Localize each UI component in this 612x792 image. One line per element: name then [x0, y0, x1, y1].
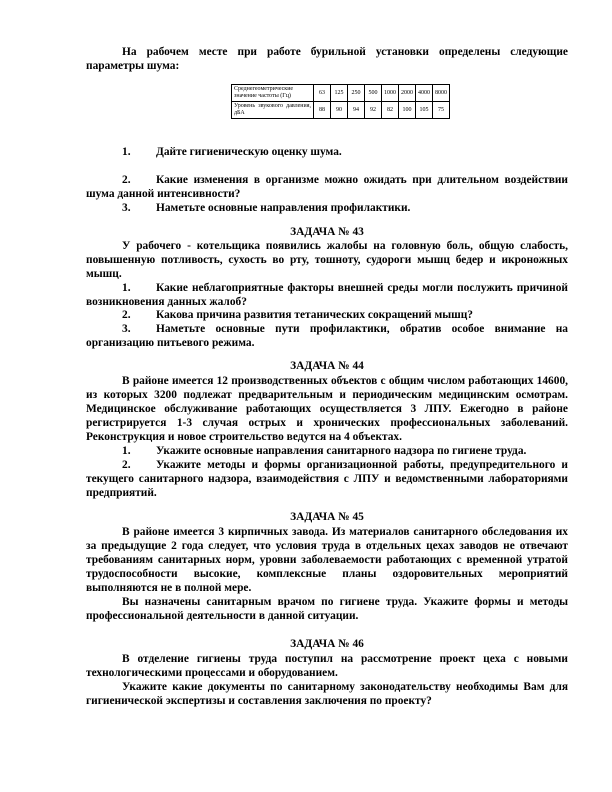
frequency-cell: 8000: [433, 85, 450, 102]
level-cell: 92: [365, 102, 382, 119]
question-text: Какие изменения в организме можно ожидать при длительном воздействии шума данной интенсивности?: [86, 174, 568, 200]
task-46-text: В отделение гигиены труда поступил на рассмотрение проект цеха с новыми технологическими процессами и оборудованием.: [86, 653, 568, 679]
question-number: 3.: [122, 202, 131, 214]
question-item: [86, 282, 568, 310]
question-text: Укажите основные направления санитарного надзора по гигиене труда.: [156, 445, 527, 457]
frequency-row-label: Среднегеометрические значение частоты (Гц): [232, 85, 314, 102]
question-item: [86, 174, 568, 202]
question-number: 2.: [122, 174, 131, 186]
frequency-cell: 2000: [399, 85, 416, 102]
level-cell: 88: [314, 102, 331, 119]
question-item: [86, 459, 568, 501]
level-cell: 100: [399, 102, 416, 119]
question-text: Укажите методы и формы организационной работы, предупредительного и текущего санитарного надзора, взаимодействия с ЛПУ и ведомственными лабораториями предприятий.: [86, 459, 568, 499]
question-item: [86, 309, 568, 323]
frequency-cell: 4000: [416, 85, 433, 102]
question-item: [86, 146, 568, 160]
task-45-text-2: Вы назначены санитарным врачом по гигиене труда. Укажите формы и методы профессиональной деятельности в данной ситуации.: [86, 596, 568, 622]
level-cell: 90: [331, 102, 348, 119]
question-item: [86, 445, 568, 459]
level-cell: 82: [382, 102, 399, 119]
table-row: [232, 102, 450, 119]
frequency-cell: 125: [331, 85, 348, 102]
task-43-title: ЗАДАЧА № 43: [290, 226, 364, 238]
question-text: Какова причина развития тетанических сокращений мышц?: [156, 309, 473, 321]
question-text: Наметьте основные пути профилактики, обратив особое внимание на организацию питьевого режима.: [86, 323, 568, 349]
frequency-cell: 500: [365, 85, 382, 102]
question-item: [86, 202, 568, 216]
question-number: 2.: [122, 309, 131, 321]
question-number: 3.: [122, 323, 131, 335]
frequency-cell: 63: [314, 85, 331, 102]
level-cell: 94: [348, 102, 365, 119]
level-row-label: Уровень звукового давления, дБА: [232, 102, 314, 119]
task-45-text: В районе имеется 3 кирпичных завода. Из материалов санитарного обследования их за предыдущие 2 года следует, что условия труда в отдельных цехах заводов не отвечают требованиям санитарных норм, уровни заболеваемости работающих с временной утратой трудоспособности высокие, комплексные планы оздоровительных мероприятий выполняются не в полной мере.: [86, 526, 568, 594]
frequency-cell: 1000: [382, 85, 399, 102]
task-43-text: У рабочего - котельщика появились жалобы на головную боль, общую слабость, повышенную потливость, сухость во рту, тошноту, судороги мышц бедер и икроножных мышц.: [86, 240, 568, 280]
intro-paragraph: На рабочем месте при работе бурильной установки определены следующие параметры шума:: [86, 46, 568, 72]
question-text: Какие неблагоприятные факторы внешней среды могли послужить причиной возникновения данных жалоб?: [86, 282, 568, 308]
task-46-title: ЗАДАЧА № 46: [290, 638, 364, 650]
task-44-text: В районе имеется 12 производственных объектов с общим числом работающих 14600, из которых 3200 подлежат предварительным и периодическим медицинским осмотрам. Медицинское обслуживание работающих осуществляется 3 ЛПУ. Ежегодно в районе регистрируется 1-3 случая острых и хронических профессиональных заболеваний. Реконструкция и новое строительство ведутся на 4 объектах.: [86, 375, 568, 443]
question-number: 1.: [122, 146, 131, 158]
level-cell: 75: [433, 102, 450, 119]
task-45-title: ЗАДАЧА № 45: [290, 511, 364, 523]
task-44-title: ЗАДАЧА № 44: [290, 360, 364, 372]
table-row: [232, 85, 450, 102]
question-number: 2.: [122, 459, 131, 471]
question-item: [86, 323, 568, 351]
level-cell: 105: [416, 102, 433, 119]
frequency-cell: 250: [348, 85, 365, 102]
question-text: Дайте гигиеническую оценку шума.: [156, 146, 342, 158]
question-text: Наметьте основные направления профилактики.: [156, 202, 411, 214]
question-number: 1.: [122, 445, 131, 457]
task-46-text-2: Укажите какие документы по санитарному законодательству необходимы Вам для гигиенической экспертизы и составления заключения по проекту?: [86, 681, 568, 707]
question-number: 1.: [122, 282, 131, 294]
noise-parameters-table: [231, 84, 450, 119]
